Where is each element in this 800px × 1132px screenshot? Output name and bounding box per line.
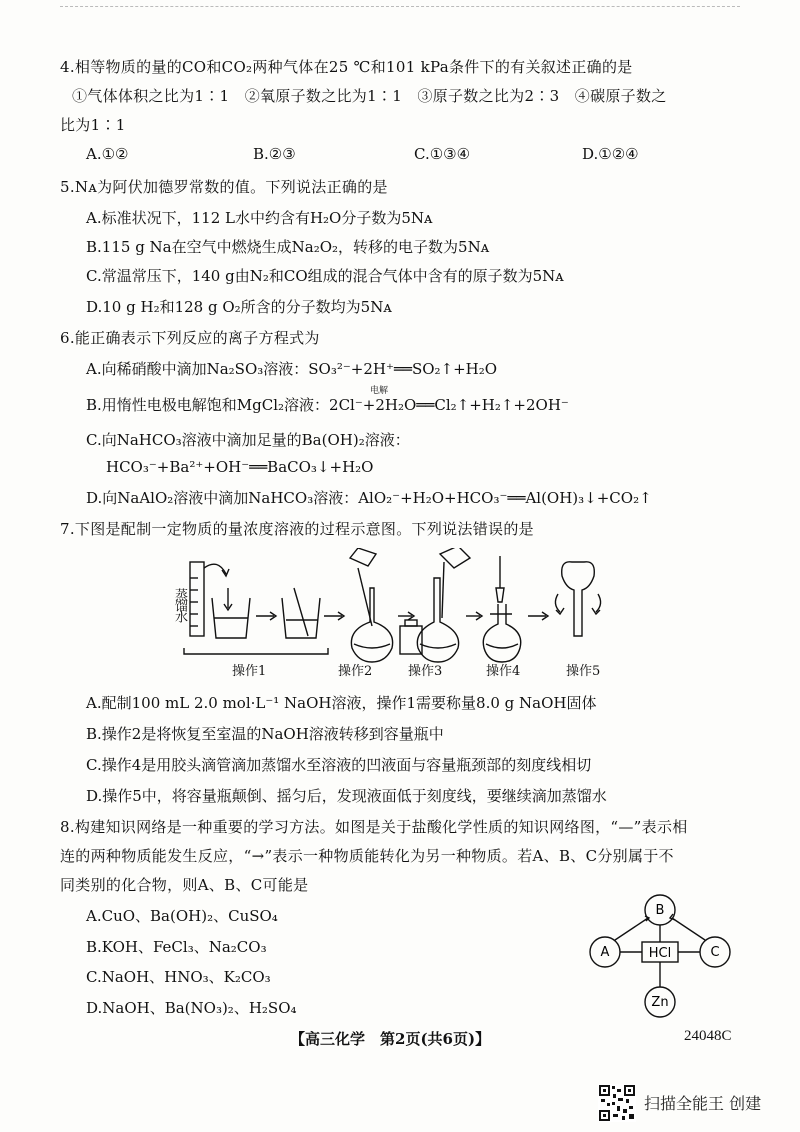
- q7-option-c[interactable]: C.操作4是用胶头滴管滴加蒸馏水至溶液的凹液面与容量瓶颈部的刻度线相切: [86, 756, 592, 774]
- node-b-label: B: [655, 903, 665, 918]
- q5-option-b[interactable]: B.115 g Na在空气中燃烧生成Na₂O₂，转移的电子数为5Nᴀ: [86, 238, 490, 256]
- q6-option-c[interactable]: C.向NaHCO₃溶液中滴加足量的Ba(OH)₂溶液：: [86, 431, 410, 449]
- q4-option-c[interactable]: C.①③④: [414, 145, 471, 163]
- inverted-flask: [562, 562, 595, 636]
- solution-preparation-figure: [168, 548, 628, 678]
- page-footer: [0, 1028, 800, 1052]
- q8-stem-line3: 同类别的化合物，则A、B、C可能是: [60, 876, 309, 894]
- distilled-water-label: 蒸馏水: [172, 588, 187, 621]
- q7-option-d[interactable]: D.操作5中，将容量瓶颠倒、摇匀后，发现液面低于刻度线，要继续滴加蒸馏水: [86, 787, 607, 805]
- q7-option-b[interactable]: B.操作2是将恢复至室温的NaOH溶液转移到容量瓶中: [86, 725, 444, 743]
- qr-code-icon: [598, 1084, 636, 1122]
- node-a-label: A: [600, 945, 610, 960]
- q4-option-a[interactable]: A.①②: [86, 145, 129, 163]
- q8-stem-line1: 8.构建知识网络是一种重要的学习方法。如图是关于盐酸化学性质的知识网络图，“—”表示相: [60, 818, 688, 836]
- hcl-label: HCl: [648, 946, 672, 961]
- q6-option-d[interactable]: D.向NaAlO₂溶液中滴加NaHCO₃溶液：AlO₂⁻+H₂O+HCO₃⁻══Al(OH)₃↓+CO₂↑: [86, 489, 652, 507]
- dropper: [496, 588, 504, 602]
- node-zn-label: Zn: [651, 995, 669, 1010]
- volumetric-flask-3: [417, 578, 458, 662]
- q6-stem: 6.能正确表示下列反应的离子方程式为: [60, 329, 320, 347]
- q8-stem-line2: 连的两种物质能发生反应，“→”表示一种物质能转化为另一种物质。若A、B、C分别属于不: [60, 847, 674, 865]
- q4-statements-cont: 比为1∶1: [60, 116, 126, 134]
- q5-option-a[interactable]: A.标准状况下，112 L水中约含有H₂O分子数为5Nᴀ: [86, 209, 433, 227]
- q6-option-c-equation: HCO₃⁻+Ba²⁺+OH⁻══BaCO₃↓+H₂O: [106, 458, 374, 476]
- q4-statements: ①气体体积之比为1∶1 ②氧原子数之比为1∶1 ③原子数之比为2∶3 ④碳原子数之: [72, 87, 667, 105]
- page-top-edge: [60, 0, 740, 7]
- q6-option-b[interactable]: B.用惰性电极电解饱和MgCl₂溶液：2Cl⁻+2H₂O══Cl₂↑+H₂↑+2OH⁻: [86, 396, 569, 414]
- step-label-4: 操作4: [486, 664, 521, 679]
- footer-page-info: 【高三化学 第2页(共6页)】: [290, 1030, 491, 1048]
- q8-option-a[interactable]: A.CuO、Ba(OH)₂、CuSO₄: [86, 907, 278, 925]
- q7-option-a[interactable]: A.配制100 mL 2.0 mol·L⁻¹ NaOH溶液，操作1需要称量8.0 g NaOH固体: [86, 694, 597, 712]
- q4-option-d[interactable]: D.①②④: [582, 145, 639, 163]
- q5-stem: 5.Nᴀ为阿伏加德罗常数的值。下列说法正确的是: [60, 178, 388, 196]
- node-c-label: C: [710, 945, 720, 960]
- q4-stem: 4.相等物质的量的CO和CO₂两种气体在25 ℃和101 kPa条件下的有关叙述正确的是: [60, 58, 633, 76]
- q8-option-d[interactable]: D.NaOH、Ba(NO₃)₂、H₂SO₄: [86, 999, 297, 1017]
- step-label-5: 操作5: [566, 664, 601, 679]
- step-label-3: 操作3: [408, 664, 443, 679]
- q5-option-d[interactable]: D.10 g H₂和128 g O₂所含的分子数均为5Nᴀ: [86, 298, 392, 316]
- q8-option-c[interactable]: C.NaOH、HNO₃、K₂CO₃: [86, 968, 271, 986]
- q6-option-a[interactable]: A.向稀硝酸中滴加Na₂SO₃溶液：SO₃²⁻+2H⁺══SO₂↑+H₂O: [86, 360, 498, 378]
- q7-stem: 7.下图是配制一定物质的量浓度溶液的过程示意图。下列说法错误的是: [60, 520, 534, 538]
- q8-option-b[interactable]: B.KOH、FeCl₃、Na₂CO₃: [86, 938, 267, 956]
- hcl-knowledge-network: [585, 890, 735, 1030]
- q5-option-c[interactable]: C.常温常压下，140 g由N₂和CO组成的混合气体中含有的原子数为5Nᴀ: [86, 267, 564, 285]
- scanner-watermark: 扫描全能王 创建: [644, 1094, 762, 1113]
- step-label-2: 操作2: [338, 664, 373, 679]
- q4-option-b[interactable]: B.②③: [253, 145, 296, 163]
- graduated-cylinder: [190, 562, 204, 636]
- step-label-1: 操作1: [232, 664, 267, 679]
- footer-exam-code: 24048C: [684, 1028, 732, 1044]
- electrolysis-condition-label: 电解: [370, 386, 389, 396]
